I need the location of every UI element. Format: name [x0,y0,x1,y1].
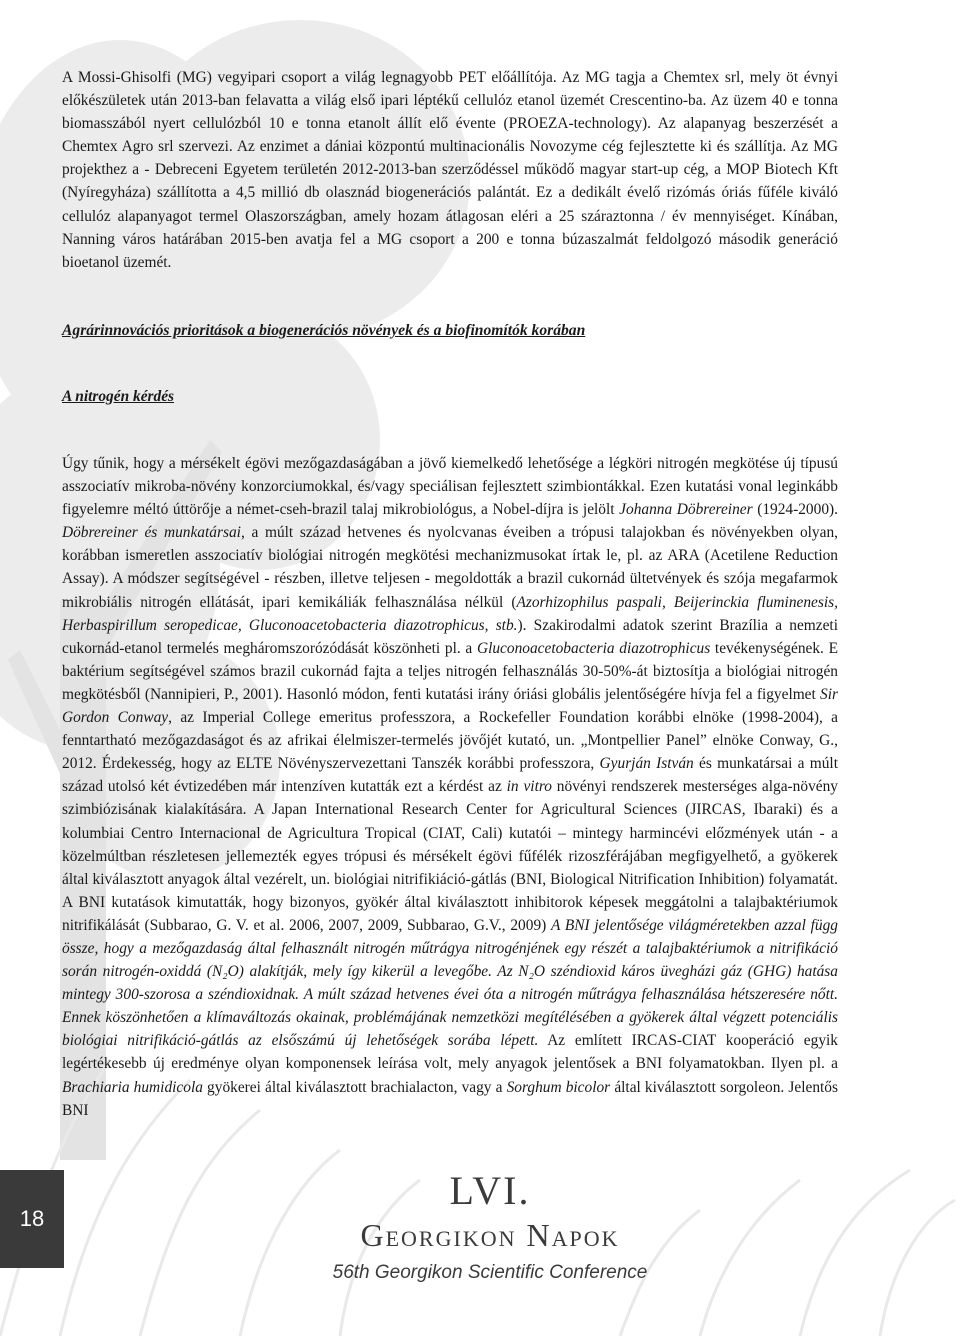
italic-text-run: Sorghum bicolor [506,1078,611,1096]
text-run: , az Imperial College emeritus professzora, a Rockefeller Foundation korábbi elnöke (1998-2004), a fenntartható mezőgazdaságot és az afrikai élelmiszer-termelés jövőjét kutató, un. „Montpellier Panel” elnöke Conway, G., 2012. Érdekesség, hogy az ELTE Növényszervezettani Tanszék korábbi professzora, [62,709,839,773]
subsection-heading: A nitrogén kérdés [62,388,175,405]
nitrogen-text-block [62,452,838,1122]
page-number-badge [0,1170,64,1268]
italic-text-run: A BNI jelentősége világméretekben azzal függ össze, hogy a mezőgazdaság által felhasznált nitrogén műtrágya nitrogénjének egy részét a talajbaktériumok a nitrifikáció során nitrogén-oxiddá (N₂O) alakítják, mely így kikerül a levegőbe. Az N₂O széndioxid káros üvegházi gáz (GHG) hatása mintegy 300-szorosa a széndioxidnak. A múlt század hetvenes évei óta a nitrogén műtrágya felhasználása hétszeresére nőtt. Ennek köszönhetően a klímaváltozás okainak, problémájának nemzetközi megítélésében a gyökerek által végzett potenciális biológiai nitrifikáció-gátlás az elsőszámú új lehetőségek sorába lépett. [62,916,838,1050]
text-run: gyökerei által kiválasztott brachialacton, vagy a [202,1078,507,1096]
text-run: A Mossi-Ghisolfi (MG) vegyipari csoport a világ legnagyobb PET előállítója. Az MG tagja a Chemtex srl, mely öt évnyi előkészületek után 2013-ban felavatta a világ első ipari léptékű cellulóz etanol üzemét Crescentino-ba. Az üzem 40 e tonna biomasszából nyert cellulózból 10 e tonna etanolt állít elő évente (PROEZA-technology). Az alapanyag beszerzését a Chemtex Agro srl szervezi. Az enzimet a dániai központú multinacionális Novozyme cég fejlesztette ki és szállítja. Az MG projekthez a - Debreceni Egyetem területén 2012-2013-ban szerződéssel működő magyar start-up cég, a MOP Biotech Kft (Nyíregyháza) szállította a 4,5 millió db olasznád biogenerációs palántát. Ez a dedikált évelő rizómás óriás fűféle kiváló cellulóz alapanyagot termel Olaszországban, amely hozam átlagosan eléri a 25 száraztonna / év mennyiséget. Kínában, Nanning város határában 2015-ben avatja fel a MG csoport a 200 e tonna búzaszalmát feldolgozó második generáció bioetanol üzemét. [62,69,838,271]
italic-text-run: Gluconoacetobacteria diazotrophicus [476,639,711,657]
text-run: Úgy tűnik, hogy a mérsékelt égövi mezőgazdaságában a jövő kiemelkedő lehetősége a légköri nitrogén megkötése új típusú asszociatív mikroba-növény konzorciumokkal, és/vagy speciálisan fejlesztett szimbiontákkal. Ezen kutatási vonal leginkább figyelemre méltó úttörője a német-cseh-brazil talaj mikrobiológus, a Nobel-díjra is jelölt [62,455,838,519]
text-run: növényi rendszerek mesterséges alga-növény szimbiózisának kialakítására. A Japan International Research Center for Agricultural Sciences (JIRCAS, Ibaraki) és a kolumbiai Centro Internacional de Agricultura Tropical (CIAT, Cali) kutatói – mintegy harmincévi előzmények után - a közelmúltban részletesen jellemezték egyes trópusi és mérsékelt égövi fűfélék rizoszférájában megfigyelhető, a gyökerek által kiválasztott anyagok által vezérelt, un. biológiai nitrifikiáció-gátlás (BNI, Biological Nitrification Inhibition) folyamatát. A BNI kutatások kimutatták, hogy bizonyos, gyökér által kiválasztott inhibitorok képesek meggátolni a talajbaktériumok nitrifikálását (Subbarao, G. V. et al. 2006, 2007, 2009, Subbarao, G.V., 2009) [62,778,838,934]
text-run: által kiválasztott sorgoleon. Jelentős BNI [62,1078,838,1119]
intro-paragraph [62,66,838,274]
text-run: , a múlt század hetvenes és nyolcvanas éveiben a trópusi talajokban és növényekben olyan, korábban ismeretlen asszociatív biológiai nitrogén megkötési mechanizmusokat írtak le, pl. az ARA (Acetilene Reduction Assay). A módszer segítségével - részben, illetve teljesen - megoldották a brazil cukornád ültetvények és szója megafarmok mikrobiális nitrogén ellátását, ipari kemikáliák felhasználása nélkül ( [62,524,839,611]
italic-text-run: Johanna Döbrereiner [619,501,753,519]
nitrogen-paragraph [62,452,838,1122]
italic-text-run: Döbrereiner és munkatársai [62,524,241,542]
intro-text-block [62,66,838,274]
footer-title: Georgikon Napok [360,1217,620,1253]
italic-text-run: in vitro [506,778,552,796]
italic-text-run: Sir Gordon Conway [62,685,838,727]
italic-text-run: Azorhizophilus paspali, Beijerinckia fluminenesis, Herbaspirillum seropedicae, Gluconoacetobacteria diazotrophicus, stb. [62,593,838,634]
text-run: Az említett IRCAS-CIAT kooperáció egyik legértékesebb új eredménye olyan komponensek leírása volt, mely anyagok jelentősek a BNI folyamatokban. Ilyen pl. a [62,1032,838,1073]
italic-text-run: Gyurján István [599,755,694,773]
text-run: (1924-2000). [752,501,838,519]
section-heading: Agrárinnovációs prioritások a biogenerációs növények és a biofinomítók korában [62,322,586,339]
text-run: ). Szakirodalmi adatok szerint Brazília a nemzeti cukornád-etanol termelés megháromszorózódását köszönheti pl. a [62,616,838,657]
conference-footer-logo [300,1170,680,1288]
text-run: és munkatársai a múlt század utolsó két évtizedében már intenzíven kutatták ezt a kérdést az [62,755,838,796]
text-run: tevékenységének. E baktérium segítségével számos brazil cukornád fajta a teljes nitrogén felhasználás 30-50%-át biztosítja a biológiai nitrogén megkötésből (Nannipieri, P., 2001). Hasonló módon, fenti kutatási irány óriási globális jelentőségére hívja fel a figyelmet [62,639,838,703]
page-number: 18 [19,1206,45,1231]
italic-text-run: Brachiaria humidicola [62,1078,203,1096]
footer-subtitle: 56th Georgikon Scientific Conference [332,1262,648,1283]
footer-edition: LVI. [449,1168,531,1213]
